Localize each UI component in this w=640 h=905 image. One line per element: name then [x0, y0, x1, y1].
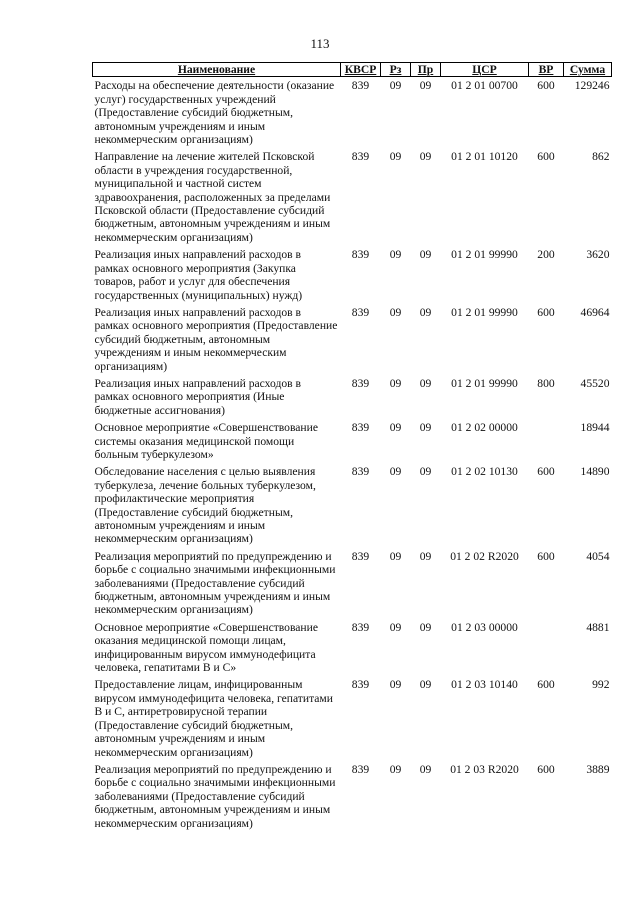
cell-pr: 09 [419, 305, 432, 319]
cell-sum: 862 [592, 150, 610, 164]
cell-pr: 09 [419, 421, 432, 435]
cell-rz: 09 [389, 421, 402, 435]
cell-sum: 18944 [580, 421, 610, 435]
cell-csr: 01 2 01 00700 [451, 79, 518, 93]
header-sum: Сумма [564, 63, 612, 77]
cell-sum: 4881 [586, 620, 610, 634]
cell-name: Реализация мероприятий по предупреждению и борьбе с социально значимыми инфекционными заболеваниями (Предоставление субсидий бюджетным, автономным учреждениям и иным некоммерческим организациям) [94, 549, 336, 617]
table-row [93, 419, 612, 463]
cell-rz: 09 [389, 465, 402, 479]
cell-rz: 09 [389, 376, 402, 390]
cell-vr: 600 [537, 678, 555, 692]
cell-csr: 01 2 01 99990 [451, 376, 518, 390]
table-row [93, 619, 612, 677]
header-vr: ВР [529, 63, 564, 77]
cell-name: Предоставление лицам, инфицированным вирусом иммунодефицита человека, гепатитами В и С, антиретровирусной терапии (Предоставление субсидий бюджетным, автономным учреждениям и иным некоммерческим организациям) [94, 678, 333, 759]
cell-name: Реализация иных направлений расходов в рамках основного мероприятия (Закупка товаров, работ и услуг для обеспечения государственных (муниципальных) нужд) [94, 248, 303, 302]
cell-csr: 01 2 01 99990 [451, 305, 518, 319]
cell-vr: 600 [537, 79, 555, 93]
cell-name: Реализация мероприятий по предупреждению и борьбе с социально значимыми инфекционными заболеваниями (Предоставление субсидий бюджетным, автономным учреждениям и иным некоммерческим организациям) [94, 762, 336, 830]
cell-csr: 01 2 01 99990 [451, 248, 518, 262]
cell-pr: 09 [419, 762, 432, 776]
cell-rz: 09 [389, 762, 402, 776]
cell-name: Реализация иных направлений расходов в рамках основного мероприятия (Предоставление субсидий бюджетным, автономным учреждениям и иным некоммерческим организациям) [94, 305, 338, 373]
cell-vr: 600 [537, 549, 555, 563]
cell-pr: 09 [419, 150, 432, 164]
cell-vr: 600 [537, 305, 555, 319]
cell-pr: 09 [419, 248, 432, 262]
header-csr: ЦСР [441, 63, 529, 77]
cell-pr: 09 [419, 549, 432, 563]
cell-kvsr: 839 [351, 248, 370, 262]
table-row [93, 375, 612, 419]
table-row [93, 761, 612, 832]
cell-kvsr: 839 [351, 376, 370, 390]
table-row [93, 77, 612, 149]
cell-sum: 4054 [586, 549, 610, 563]
cell-kvsr: 839 [351, 305, 370, 319]
cell-kvsr: 839 [351, 421, 370, 435]
cell-kvsr: 839 [351, 150, 370, 164]
cell-vr: 200 [537, 248, 555, 262]
header-rz: Рз [381, 63, 411, 77]
budget-table [92, 62, 612, 832]
cell-kvsr: 839 [351, 549, 370, 563]
cell-pr: 09 [419, 465, 432, 479]
table-row [93, 246, 612, 304]
cell-name: Основное мероприятие «Совершенствование системы оказания медицинской помощи больным туберкулезом» [94, 421, 318, 461]
cell-csr: 01 2 01 10120 [451, 150, 518, 164]
cell-rz: 09 [389, 248, 402, 262]
cell-sum: 992 [592, 678, 610, 692]
cell-rz: 09 [389, 150, 402, 164]
page-number: 113 [310, 36, 330, 51]
cell-name: Основное мероприятие «Совершенствование оказания медицинской помощи лицам, инфицированным вирусом иммунодефицита человека, гепатитами В и С» [94, 620, 318, 675]
cell-pr: 09 [419, 79, 432, 93]
cell-rz: 09 [389, 305, 402, 319]
cell-sum: 3889 [586, 762, 610, 776]
cell-vr: 800 [537, 376, 555, 390]
cell-sum: 46964 [580, 305, 610, 319]
cell-name: Расходы на обеспечение деятельности (оказание услуг) государственных учреждений (Предоставление субсидий бюджетным, автономным учреждениям и иным некоммерческим организациям) [94, 79, 335, 147]
cell-sum: 129246 [574, 79, 610, 93]
table-body [93, 77, 612, 832]
cell-kvsr: 839 [351, 762, 370, 776]
cell-csr: 01 2 02 00000 [451, 421, 518, 435]
cell-csr: 01 2 02 10130 [451, 465, 518, 479]
cell-pr: 09 [419, 678, 432, 692]
header-pr: Пр [411, 63, 441, 77]
table-row [93, 676, 612, 760]
cell-vr [529, 619, 564, 677]
header-kvsr: КВСР [341, 63, 381, 77]
cell-csr: 01 2 03 00000 [451, 620, 518, 634]
table-row [93, 148, 612, 246]
cell-vr: 600 [537, 150, 555, 164]
cell-name: Направление на лечение жителей Псковской области в учреждения государственной, муниципальной и частной систем здравоохранения, расположенных за пределами Псковской области (Предоставление субсидий бюджетным, автономным учреждениям и иным некоммерческим организациям) [94, 150, 331, 244]
cell-name: Обследование населения с целью выявления туберкулеза, лечение больных туберкулезом, профилактические мероприятия (Предоставление субсидий бюджетным, автономным учреждениям и иным некоммерческим организациям) [94, 465, 316, 546]
header-name: Наименование [93, 63, 341, 77]
cell-kvsr: 839 [351, 465, 370, 479]
table-row [93, 304, 612, 375]
cell-rz: 09 [389, 620, 402, 634]
cell-vr: 600 [537, 465, 555, 479]
cell-sum: 14890 [580, 465, 610, 479]
table-row [93, 548, 612, 619]
cell-vr: 600 [537, 762, 555, 776]
cell-pr: 09 [419, 376, 432, 390]
cell-pr: 09 [419, 620, 432, 634]
cell-kvsr: 839 [351, 678, 370, 692]
cell-sum: 45520 [580, 376, 610, 390]
table-row [93, 463, 612, 547]
cell-rz: 09 [389, 549, 402, 563]
cell-vr [529, 419, 564, 463]
cell-csr: 01 2 03 10140 [451, 678, 518, 692]
cell-rz: 09 [389, 79, 402, 93]
cell-sum: 3620 [586, 248, 610, 262]
table-header-row [93, 63, 612, 77]
cell-rz: 09 [389, 678, 402, 692]
cell-kvsr: 839 [351, 620, 370, 634]
cell-name: Реализация иных направлений расходов в рамках основного мероприятия (Иные бюджетные ассигнования) [94, 376, 301, 417]
cell-csr: 01 2 03 R2020 [450, 762, 519, 776]
cell-csr: 01 2 02 R2020 [450, 549, 519, 563]
cell-kvsr: 839 [351, 79, 370, 93]
